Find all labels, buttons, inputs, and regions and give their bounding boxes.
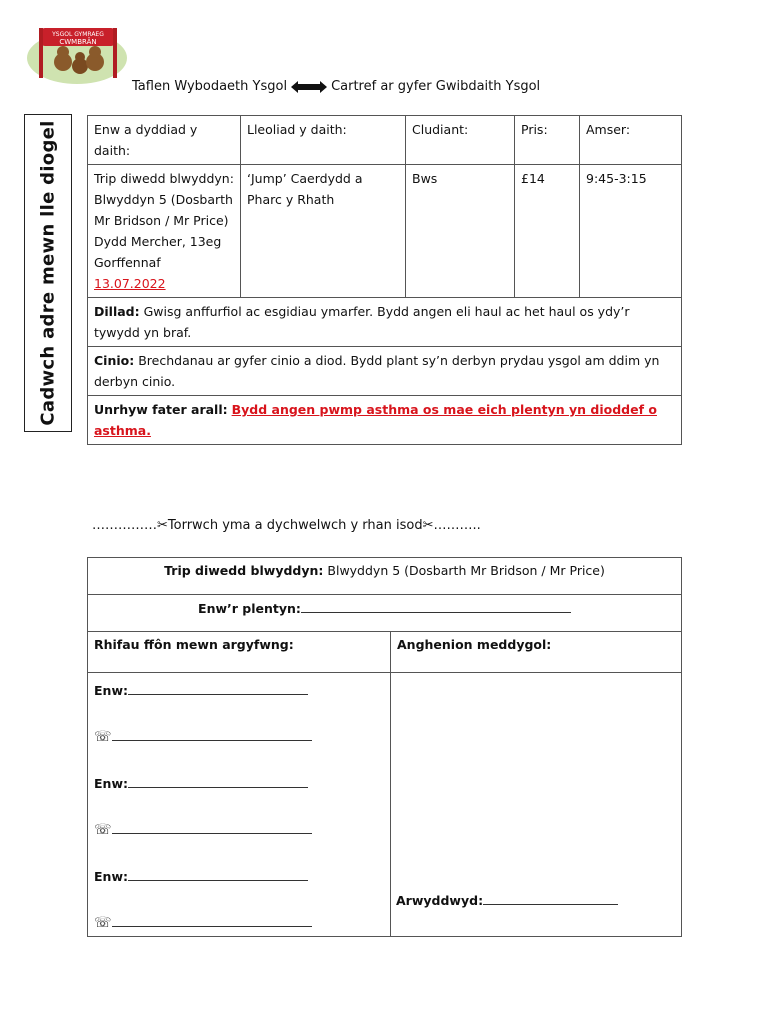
trip-day: Dydd Mercher, 13eg Gorffennaf <box>94 234 222 270</box>
cut-line: ……………✂Torrwch yma a dychwelwch y rhan isod✂……….. <box>92 518 481 533</box>
logo-text-bottom: CWMBRÂN <box>59 38 97 46</box>
contact-1-name: Enw: <box>94 682 308 698</box>
contact-3-name: Enw: <box>94 868 308 884</box>
emergency-contacts-cell <box>88 673 391 937</box>
trip-details-cell <box>88 165 241 298</box>
dress-label: Dillad: <box>94 304 140 319</box>
contact-1-phone <box>94 728 312 745</box>
lunch-row <box>88 347 682 396</box>
transport-cell: Bws <box>406 165 515 298</box>
child-name-field[interactable] <box>301 600 571 613</box>
side-label: Cadwch adre mewn lle diogel <box>37 120 59 426</box>
school-logo <box>25 22 135 84</box>
side-label-box <box>24 114 72 432</box>
other-label: Unrhyw fater arall: <box>94 402 228 417</box>
trip-info-table <box>87 115 682 445</box>
trip-class: Blwyddyn 5 (Dosbarth Mr Bridson / Mr Price) <box>94 192 233 228</box>
other-text: Bydd angen pwmp asthma os mae eich plentyn yn dioddef o asthma. <box>94 402 657 438</box>
header-time: Amser: <box>580 116 682 165</box>
other-row <box>88 396 682 445</box>
contact-3-phone <box>94 914 312 931</box>
price-cell: £14 <box>515 165 580 298</box>
header-price: Pris: <box>515 116 580 165</box>
header-location: Lleoliad y daith: <box>241 116 406 165</box>
table-header-row <box>88 116 682 165</box>
phone-icon: ☏ <box>94 729 112 745</box>
dress-row <box>88 298 682 347</box>
signature-field[interactable] <box>483 892 618 905</box>
header-trip-name: Enw a dyddiad y daith: <box>88 116 241 165</box>
lunch-label: Cinio: <box>94 353 135 368</box>
header-left-text: Taflen Wybodaeth Ysgol <box>132 79 288 94</box>
return-trip-label: Trip diwedd blwyddyn: <box>164 563 324 578</box>
double-arrow-icon <box>291 81 327 93</box>
contact-3-phone-field[interactable] <box>112 914 312 927</box>
header-right-text: Cartref ar gyfer Gwibdaith Ysgol <box>331 79 541 94</box>
emergency-numbers-label: Rhifau ffôn mewn argyfwng: <box>94 637 294 652</box>
phone-icon: ☏ <box>94 915 112 931</box>
contact-2-phone-field[interactable] <box>112 821 312 834</box>
contact-2-name-field[interactable] <box>128 775 308 788</box>
contact-2-phone <box>94 821 312 838</box>
signature-row <box>396 892 618 908</box>
medical-needs-label: Anghenion meddygol: <box>397 637 552 652</box>
page-header <box>132 79 602 94</box>
contact-1-phone-field[interactable] <box>112 728 312 741</box>
phone-icon: ☏ <box>94 822 112 838</box>
return-trip-value: Blwyddyn 5 (Dosbarth Mr Bridson / Mr Price) <box>327 563 605 578</box>
contact-2-name: Enw: <box>94 775 308 791</box>
contact-3-name-field[interactable] <box>128 868 308 881</box>
child-name-label: Enw’r plentyn: <box>198 601 301 616</box>
trip-name: Trip diwedd blwyddyn: <box>94 171 234 186</box>
contact-1-name-field[interactable] <box>128 682 308 695</box>
dress-text: Gwisg anffurfiol ac esgidiau ymarfer. Bydd angen eli haul ac het haul os ydy’r tywydd yn braf. <box>94 304 630 340</box>
time-cell: 9:45-3:15 <box>580 165 682 298</box>
location-cell: ‘Jump’ Caerdydd a Pharc y Rhath <box>241 165 406 298</box>
trip-date: 13.07.2022 <box>94 276 166 291</box>
lunch-text: Brechdanau ar gyfer cinio a diod. Bydd plant sy’n derbyn prydau ysgol am ddim yn derbyn cinio. <box>94 353 660 389</box>
signature-label: Arwyddwyd: <box>396 893 484 908</box>
header-transport: Cludiant: <box>406 116 515 165</box>
logo-text-top: YSGOL GYMRAEG <box>52 31 104 38</box>
table-row <box>88 165 682 298</box>
